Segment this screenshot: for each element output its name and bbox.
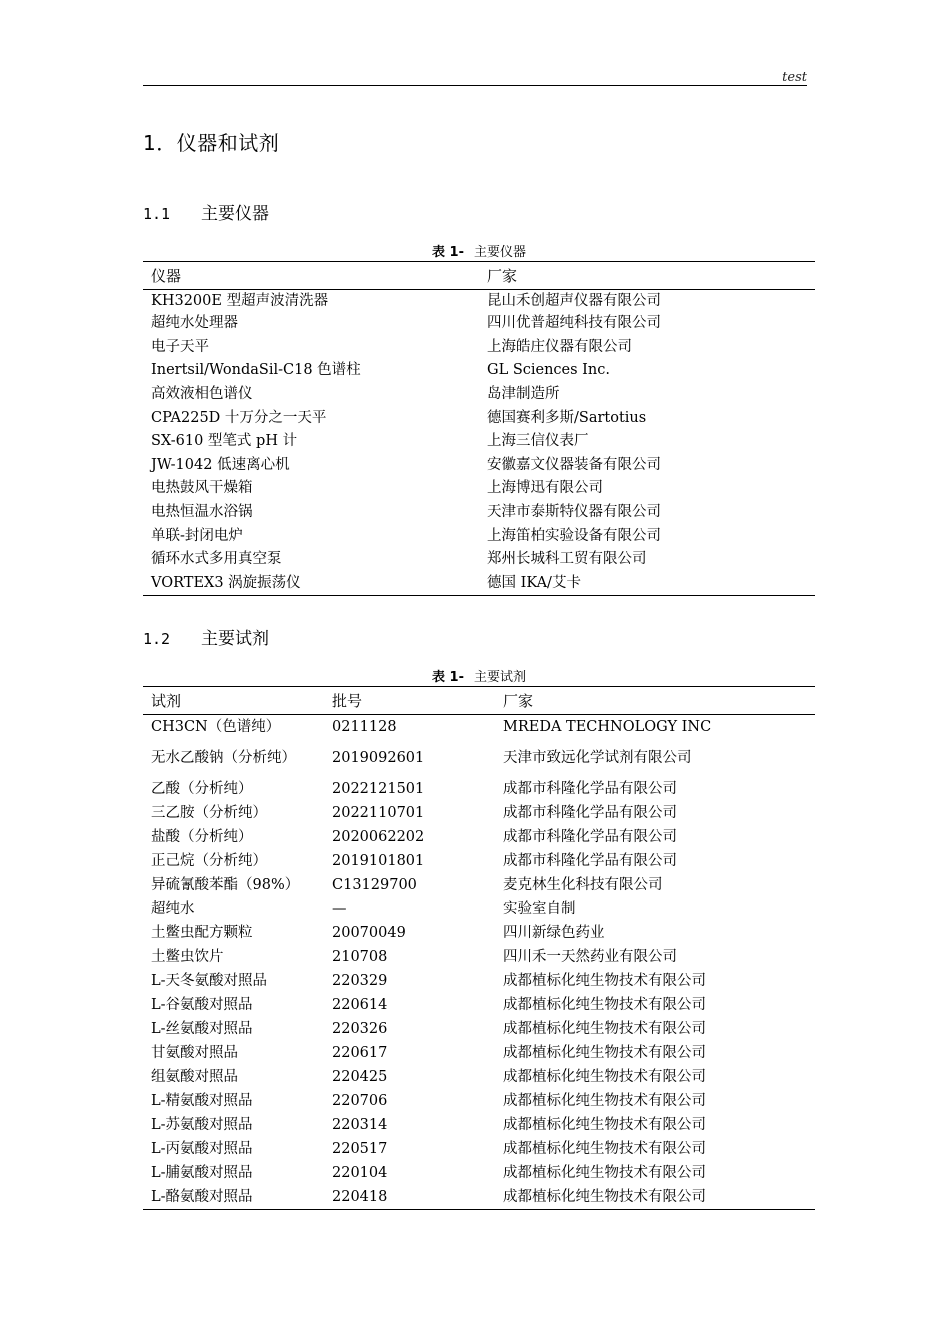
table-row [143,739,815,777]
table-header-row [143,262,815,290]
running-header: test [782,70,807,85]
reagent-cell: 异硫氰酸苯酯（98%） [151,876,300,893]
batch-cell: C13129700 [332,876,417,893]
batch-cell: 220314 [332,1116,388,1133]
table-row [143,1161,815,1185]
instrument-cell: 单联-封闭电炉 [151,527,243,544]
reagents-table [143,686,815,1210]
batch-cell: 220418 [324,1185,495,1210]
table-row [143,501,815,525]
manufacturer-cell: 上海博迅有限公司 [487,480,603,497]
manufacturer-cell: 成都植标化纯生物技术有限公司 [503,1116,706,1133]
table-2-caption [143,666,815,685]
instrument-cell: Inertsil/WondaSil-C18 色谱柱 [151,362,361,379]
manufacturer-cell: 成都植标化纯生物技术有限公司 [503,1164,706,1181]
manufacturer-cell: 岛津制造所 [487,386,560,403]
section-1-1-number: 1.1 [143,205,171,223]
manufacturer-cell: 安徽嘉文仪器装备有限公司 [487,456,661,473]
reagent-cell: 土鳖虫配方颗粒 [151,924,253,941]
table-row [143,1089,815,1113]
table-row [143,1185,815,1210]
table-row [143,336,815,360]
batch-cell: 220517 [332,1140,388,1157]
reagent-cell: L-丙氨酸对照品 [151,1140,253,1157]
instrument-cell: KH3200E 型超声波清洗器 [151,292,329,309]
section-1-2-heading [143,624,269,649]
batch-cell: 220326 [332,1020,388,1037]
manufacturer-cell: 成都植标化纯生物技术有限公司 [503,1068,706,1085]
manufacturer-cell: 天津市泰斯特仪器有限公司 [487,504,661,521]
batch-cell: — [332,900,347,917]
table-row [143,1065,815,1089]
batch-cell: 220617 [332,1044,388,1061]
table-2-caption-title: 主要试剂 [473,670,526,685]
table-row [143,849,815,873]
reagent-cell: L-苏氨酸对照品 [151,1116,253,1133]
table-row [143,945,815,969]
manufacturer-cell: 麦克林生化科技有限公司 [503,876,663,893]
section-1-1-heading [143,199,269,224]
reagent-cell: L-酪氨酸对照品 [143,1185,324,1210]
table-header-row [143,687,815,715]
table-2-caption-label: 表 1- [432,670,464,685]
manufacturer-cell: 成都市科隆化学品有限公司 [503,828,677,845]
table-row [143,406,815,430]
batch-cell: 2022110701 [332,804,425,821]
table-1-caption-title: 主要仪器 [473,245,526,260]
header-rule [143,85,807,86]
table-row [143,430,815,454]
section-1-1-title: 主要仪器 [201,204,269,224]
manufacturer-cell: 成都植标化纯生物技术有限公司 [503,1020,706,1037]
instrument-cell: 电热恒温水浴锅 [151,504,253,521]
table-row [143,969,815,993]
manufacturer-cell: 上海笛柏实验设备有限公司 [487,527,661,544]
table-row [143,477,815,501]
manufacturer-cell: 成都植标化纯生物技术有限公司 [503,972,706,989]
reagent-cell: 盐酸（分析纯） [151,828,253,845]
instrument-cell: 电热鼓风干燥箱 [151,480,253,497]
batch-cell: 220706 [332,1092,388,1109]
batch-cell: 220104 [332,1164,388,1181]
table-row [143,1041,815,1065]
batch-cell: 210708 [332,948,388,965]
manufacturer-cell: 郑州长城科工贸有限公司 [487,551,647,568]
column-header-instrument: 仪器 [143,262,479,290]
manufacturer-cell: 德国赛利多斯/Sartotius [487,409,647,426]
manufacturer-cell: 四川禾一天然药业有限公司 [503,948,677,965]
batch-cell: 2020062202 [332,828,425,845]
reagent-cell: L-天冬氨酸对照品 [151,972,268,989]
table-row [143,572,815,596]
manufacturer-cell: 四川新绿色药业 [503,924,605,941]
manufacturer-cell: 成都植标化纯生物技术有限公司 [503,1140,706,1157]
section-1-2-number: 1.2 [143,630,171,648]
reagent-cell: 三乙胺（分析纯） [151,804,267,821]
table-row [143,312,815,336]
table-row [143,548,815,572]
instrument-cell: VORTEX3 涡旋振荡仪 [143,572,479,596]
column-header-manufacturer: 厂家 [495,687,815,715]
instrument-cell: 超纯水处理器 [151,315,238,332]
table-row [143,359,815,383]
reagent-cell: 乙酸（分析纯） [151,780,253,797]
table-1-caption [143,241,815,260]
manufacturer-cell: 成都植标化纯生物技术有限公司 [503,1092,706,1109]
manufacturer-cell: 成都市科隆化学品有限公司 [503,852,677,869]
reagent-cell: 超纯水 [151,900,195,917]
batch-cell: 220614 [332,996,388,1013]
instrument-cell: 电子天平 [151,338,209,355]
table-row [143,921,815,945]
reagent-cell: L-精氨酸对照品 [151,1092,253,1109]
table-row [143,290,815,313]
column-header-batch: 批号 [324,687,495,715]
reagent-cell: 组氨酸对照品 [151,1068,238,1085]
reagent-cell: L-谷氨酸对照品 [151,996,253,1013]
table-row [143,801,815,825]
table-row [143,873,815,897]
table-row [143,1137,815,1161]
manufacturer-cell: 实验室自制 [503,900,576,917]
table-row [143,993,815,1017]
manufacturer-cell: 上海三信仪表厂 [487,433,589,450]
table-row [143,1113,815,1137]
manufacturer-cell: 天津市致远化学试剂有限公司 [503,749,692,766]
table-row [143,1017,815,1041]
reagent-cell: CH3CN（色谱纯） [151,718,281,735]
batch-cell: 20070049 [332,924,406,941]
batch-cell: 2019101801 [332,852,425,869]
reagent-cell: 无水乙酸钠（分析纯） [151,749,296,766]
instrument-cell: 高效液相色谱仪 [151,386,253,403]
batch-cell: 2022121501 [332,780,425,797]
batch-cell: 220329 [332,972,388,989]
table-row [143,454,815,478]
instrument-cell: JW-1042 低速离心机 [151,456,290,473]
reagent-cell: L-丝氨酸对照品 [151,1020,253,1037]
batch-cell: 220425 [332,1068,388,1085]
manufacturer-cell: 成都市科隆化学品有限公司 [503,780,677,797]
manufacturer-cell: 成都市科隆化学品有限公司 [503,804,677,821]
reagent-cell: 甘氨酸对照品 [151,1044,238,1061]
manufacturer-cell: 成都植标化纯生物技术有限公司 [503,1044,706,1061]
table-1-caption-label: 表 1- [432,245,464,260]
batch-cell: 2019092601 [332,749,425,766]
instrument-cell: SX-610 型笔式 pH 计 [151,433,298,450]
instrument-cell: CPA225D 十万分之一天平 [151,409,327,426]
section-1-heading: 1．仪器和试剂 [143,131,280,155]
manufacturer-cell: 成都植标化纯生物技术有限公司 [503,996,706,1013]
reagent-cell: 土鳖虫饮片 [151,948,224,965]
column-header-manufacturer: 厂家 [479,262,815,290]
column-header-reagent: 试剂 [143,687,324,715]
manufacturer-cell: 昆山禾创超声仪器有限公司 [487,292,661,309]
manufacturer-cell: GL Sciences Inc. [487,362,610,379]
section-1-2-title: 主要试剂 [201,629,269,649]
manufacturer-cell: 成都植标化纯生物技术有限公司 [495,1185,815,1210]
table-row [143,524,815,548]
instruments-table [143,261,815,596]
manufacturer-cell: 上海皓庄仪器有限公司 [487,338,632,355]
manufacturer-cell: MREDA TECHNOLOGY INC [503,718,712,735]
table-row [143,777,815,801]
instrument-cell: 循环水式多用真空泵 [151,551,282,568]
table-row [143,825,815,849]
reagent-cell: 正己烷（分析纯） [151,852,267,869]
batch-cell: 0211128 [332,718,397,735]
manufacturer-cell: 德国 IKA/艾卡 [479,572,815,596]
table-row [143,897,815,921]
table-row [143,715,815,740]
table-row [143,383,815,407]
reagent-cell: L-脯氨酸对照品 [151,1164,253,1181]
manufacturer-cell: 四川优普超纯科技有限公司 [487,315,661,332]
